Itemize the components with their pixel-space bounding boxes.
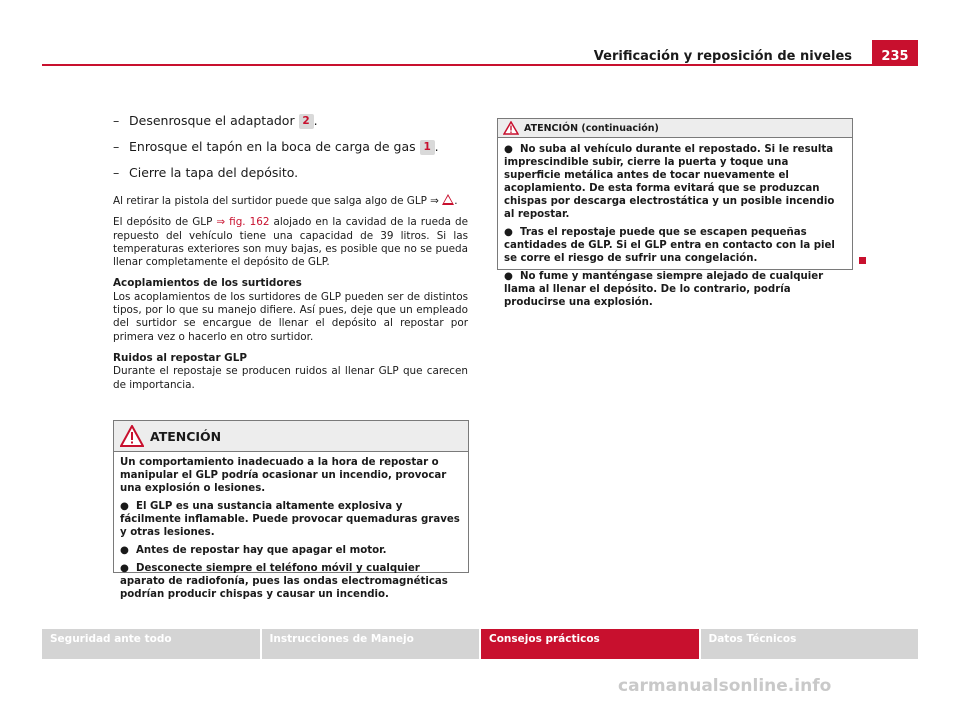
step-dash: – [113, 165, 120, 180]
paragraph: Durante el repostaje se producen ruidos al llenar GLP que carecen de importancia. [113, 365, 468, 391]
end-of-section-marker [859, 257, 866, 264]
footer-tab-seguridad[interactable]: Seguridad ante todo [42, 629, 260, 659]
warning-continuation-header [498, 119, 852, 138]
warning-continuation-content [498, 138, 852, 320]
paragraph [113, 216, 468, 269]
paragraph: Los acoplamientos de los surtidores de GLP pueden ser de distintos tipos, por lo que su manejo difiere. Así pues, deje que un empleado del surtidor se encargue de llenar el depósito al repostar por primera vez o hacerlo en otro surtidor. [113, 290, 468, 343]
warning-bullet: ● Antes de repostar hay que apagar el motor. [120, 545, 387, 556]
warning-continuation-title: ATENCIÓN (continuación) [524, 122, 659, 134]
figure-link[interactable]: ⇒ fig. 162 [216, 216, 270, 229]
footer-tab-consejos[interactable]: Consejos prácticos [481, 629, 699, 659]
footer-tab-instrucciones[interactable]: Instrucciones de Manejo [262, 629, 480, 659]
warning-bullet: ● Desconecte siempre el teléfono móvil y cualquier aparato de radiofonía, pues las ondas electromagnéticas podrían producir chispas y causar un incendio. [120, 563, 448, 600]
step-suffix: . [313, 113, 318, 128]
callout-badge: 1 [420, 140, 435, 155]
paragraph-end: . [454, 195, 458, 207]
step-text: Cierre la tapa del depósito. [129, 165, 299, 180]
paragraph-text: alojado en la cavidad de la rueda de repuesto del vehículo tiene una capacidad de 39 litros. Si las temperaturas exteriores son muy bajas, es posible que no se pueda llenar completamente el depósito de GLP. [113, 216, 469, 269]
step-suffix: . [434, 139, 439, 154]
warning-title: ATENCIÓN [150, 428, 222, 444]
warning-bullet-text: No suba al vehículo durante el repostado. Si le resulta imprescindible subir, cierre la puerta y toque una superficie metálica antes de tocar nuevamente el acoplamiento. De esta forma evitará que se produzcan chispas por descarga electrostática y un posible incendio al repostar. [504, 144, 835, 220]
warning-triangle-icon [120, 425, 144, 447]
warning-box [113, 420, 469, 600]
step-text: Desenrosque el adaptador [129, 113, 299, 128]
paragraph [113, 194, 468, 208]
footer-nav [42, 629, 918, 659]
paragraph-text: Al retirar la pistola del surtidor puede que salga algo de GLP ⇒ [113, 195, 439, 207]
page-number: 235 [872, 40, 918, 66]
step-dash: – [113, 113, 120, 128]
warning-continuation-box [497, 118, 853, 308]
step-item [113, 165, 468, 181]
step-text: Enrosque el tapón en la boca de carga de gas [129, 139, 420, 154]
warning-bullet: ● El GLP es una sustancia altamente explosiva y fácilmente inflamable. Puede provocar quemaduras graves y otras lesiones. [120, 501, 460, 538]
warning-header [114, 421, 468, 452]
warning-bullet-text: Tras el repostaje puede que se escapen pequeñas cantidades de GLP. Si el GLP entra en contacto con la piel se corre el riesgo de sufrir una congelación. [504, 227, 835, 264]
step-item [113, 139, 468, 155]
footer-tab-datos[interactable]: Datos Técnicos [701, 629, 919, 659]
warning-triangle-icon [503, 121, 519, 135]
step-dash: – [113, 139, 120, 154]
watermark: carmanualsonline.info [618, 676, 832, 696]
warning-bullet: ● Tras el repostaje puede que se escapen pequeñas cantidades de GLP. Si el GLP entra en contacto con la piel se corre el riesgo de sufrir una congelación. [504, 227, 835, 264]
warning-bullet: ● No fume y manténgase siempre alejado de cualquier llama al llenar el depósito. De lo contrario, podría producirse una explosión. [504, 271, 824, 308]
callout-badge: 2 [299, 114, 314, 129]
left-column [113, 113, 468, 400]
warning-triangle-icon [442, 194, 454, 205]
header-rule [42, 64, 918, 66]
warning-bullet-text: Desconecte siempre el teléfono móvil y cualquier aparato de radiofonía, pues las ondas electromagnéticas podrían producir chispas y causar un incendio. [120, 563, 448, 600]
paragraph-text: El depósito de GLP [113, 216, 217, 229]
warning-bullet-text: No fume y manténgase siempre alejado de cualquier llama al llenar el depósito. De lo contrario, podría producirse una explosión. [504, 271, 824, 308]
step-item [113, 113, 468, 129]
warning-bullet-text: El GLP es una sustancia altamente explosiva y fácilmente inflamable. Puede provocar quemaduras graves y otras lesiones. [120, 501, 460, 538]
warning-intro: Un comportamiento inadecuado a la hora de repostar o manipular el GLP podría ocasionar un incendio, provocar una explosión o lesiones. [120, 457, 447, 494]
subheading-ruidos: Ruidos al repostar GLP [113, 351, 247, 364]
subheading-acoplamientos: Acoplamientos de los surtidores [113, 277, 302, 290]
warning-bullet-text: Antes de repostar hay que apagar el motor. [135, 545, 387, 556]
warning-content [114, 452, 468, 612]
running-header-title: Verificación y reposición de niveles [593, 49, 852, 64]
warning-bullet: ● No suba al vehículo durante el repostado. Si le resulta imprescindible subir, cierre la puerta y toque una superficie metálica antes de tocar nuevamente el acoplamiento. De esta forma evitará que se produzcan chispas por descarga electrostática y un posible incendio al repostar. [504, 144, 835, 220]
